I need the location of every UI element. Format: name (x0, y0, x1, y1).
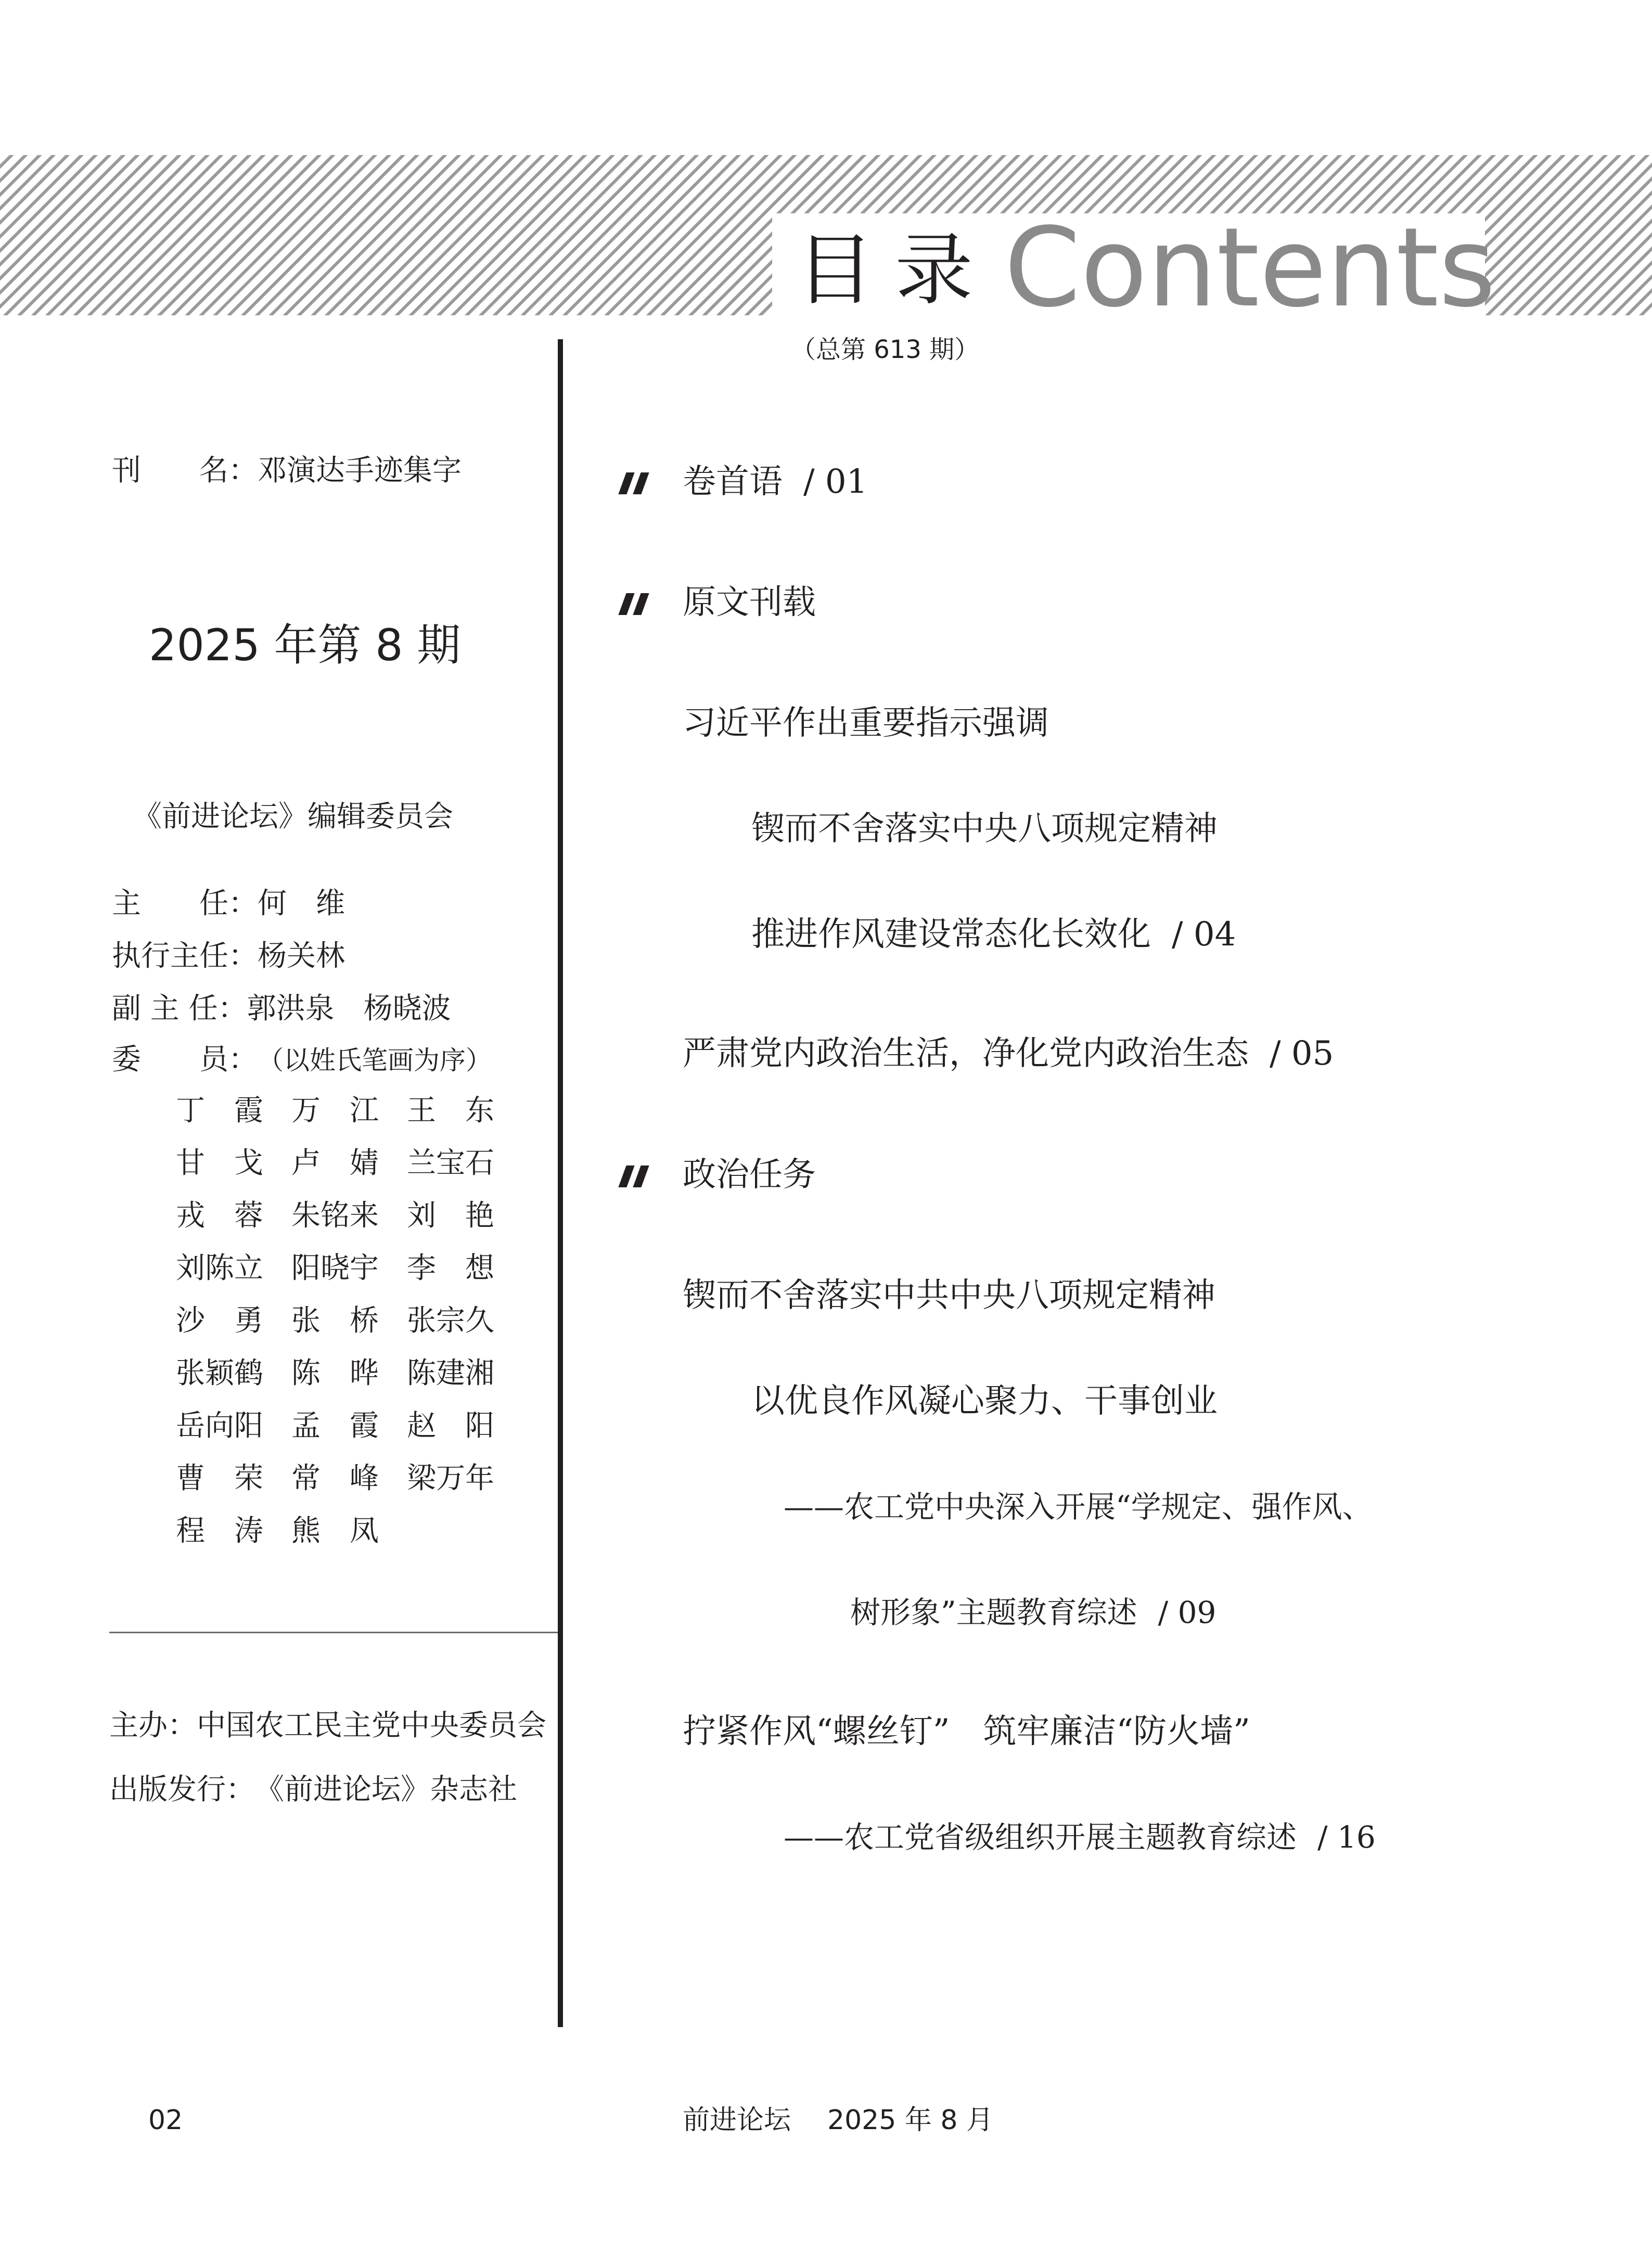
member-name: 熊 凤 (291, 1514, 379, 1548)
toc-item-s3-2-line2-text: ——农工党省级组织开展主题教育综述 (784, 1820, 1297, 1855)
member-name: 万 江 (291, 1094, 379, 1128)
deputy-value: 郭洪泉 杨晓波 (247, 992, 451, 1026)
sponsor-value: 中国农工民主党中央委员会 (197, 1709, 546, 1743)
footer-magazine-name: 前进论坛 (683, 2105, 791, 2136)
issue-total: （总第 613 期） (791, 335, 980, 364)
section-marker-icon (618, 1165, 650, 1187)
toc-item-s2-1-line1[interactable]: 习近平作出重要指示强调 (683, 704, 1049, 742)
toc-item-s3-1-line3[interactable]: ——农工党中央深入开展“学规定、强作风、 (784, 1489, 1373, 1524)
toc-item-s3-2-line1[interactable]: 拧紧作风“螺丝钉” 筑牢廉洁“防火墙” (683, 1712, 1250, 1751)
member-name: 朱铭来 (291, 1199, 379, 1233)
exec-director-label: 执行主任： (112, 939, 258, 973)
member-name: 阳晓宇 (291, 1251, 379, 1285)
member-name: 丁 霞 (176, 1094, 263, 1128)
exec-director-row (112, 938, 345, 975)
toc-item-s3-2-page: / 16 (1317, 1820, 1376, 1855)
members-label: 委 员： (112, 1043, 258, 1077)
director-row (112, 886, 345, 922)
toc-item-s2-2-page: / 05 (1270, 1034, 1334, 1073)
title-cn: 目录 (796, 225, 994, 316)
member-name: 李 想 (407, 1251, 494, 1285)
toc-item-s2-1-line3[interactable] (751, 914, 1236, 955)
left-divider (109, 1632, 560, 1633)
footer-date: 2025 年 8 月 (827, 2105, 994, 2136)
member-name: 王 东 (407, 1094, 494, 1128)
member-name: 张 桥 (291, 1304, 379, 1338)
deputy-label: 副 主 任： (112, 992, 247, 1026)
member-name: 卢 婧 (291, 1146, 379, 1180)
toc-section-1[interactable] (683, 461, 867, 503)
masthead-name-value: 邓演达手迹集字 (258, 454, 462, 488)
year-issue: 2025 年第 8 期 (149, 620, 461, 671)
director-value: 何 维 (258, 887, 345, 920)
members-grid (176, 1093, 522, 1549)
member-name: 赵 阳 (407, 1409, 494, 1443)
member-name: 刘 艳 (407, 1199, 494, 1233)
toc-item-s3-1-line4[interactable] (850, 1592, 1216, 1633)
toc-item-s3-1-line4-text: 树形象”主题教育综述 (850, 1595, 1137, 1630)
toc-item-s2-1-line3-text: 推进作风建设常态化长效化 (751, 915, 1151, 954)
sponsor-row (109, 1708, 546, 1744)
member-name: 陈建湘 (407, 1356, 494, 1390)
member-name: 岳向阳 (176, 1409, 263, 1443)
member-name: 曹 荣 (176, 1462, 263, 1495)
publisher-label: 出版发行： (109, 1773, 255, 1807)
member-name: 常 峰 (291, 1462, 379, 1495)
exec-director-value: 杨关林 (258, 939, 345, 973)
member-name: 孟 霞 (291, 1409, 379, 1443)
member-name: 兰宝石 (407, 1146, 494, 1180)
section-marker-icon (618, 472, 650, 494)
deputy-row (112, 991, 451, 1027)
member-name: 甘 戈 (176, 1146, 263, 1180)
toc-item-s2-2-text: 严肃党内政治生活，净化党内政治生态 (683, 1034, 1249, 1073)
committee-title: 《前进论坛》编辑委员会 (133, 800, 453, 834)
footer-magazine (683, 2104, 993, 2137)
toc-section-1-title: 卷首语 (683, 463, 783, 501)
publisher-value: 《前进论坛》杂志社 (255, 1773, 517, 1807)
toc-section-3-title: 政治任务 (683, 1156, 816, 1194)
footer-page-number: 02 (148, 2105, 183, 2136)
toc-item-s2-1-page: / 04 (1172, 915, 1236, 954)
masthead-name-label: 刊 名： (112, 454, 258, 488)
member-name: 陈 晔 (291, 1356, 379, 1390)
masthead-name (112, 453, 462, 489)
member-name: 梁万年 (407, 1462, 494, 1495)
members-note: （以姓氏笔画为序） (258, 1045, 492, 1075)
column-divider (558, 339, 563, 2027)
toc-item-s3-1-line2[interactable]: 以优良作风凝心聚力、干事创业 (751, 1382, 1218, 1420)
member-name: 程 涛 (176, 1514, 263, 1548)
title-en: Contents (1004, 204, 1496, 331)
publisher-row (109, 1772, 517, 1808)
sponsor-label: 主办： (109, 1709, 197, 1743)
director-label: 主 任： (112, 887, 258, 920)
member-name: 刘陈立 (176, 1251, 263, 1285)
toc-item-s3-2-line2[interactable] (784, 1816, 1376, 1858)
member-name: 戎 蓉 (176, 1199, 263, 1233)
members-row (112, 1042, 492, 1079)
member-name: 张宗久 (407, 1304, 494, 1338)
member-name: 张颖鹤 (176, 1356, 263, 1390)
toc-item-s2-2[interactable] (683, 1033, 1334, 1074)
section-marker-icon (618, 593, 650, 615)
toc-item-s3-1-line1[interactable]: 锲而不舍落实中共中央八项规定精神 (683, 1276, 1215, 1315)
toc-item-s3-1-page: / 09 (1158, 1595, 1216, 1630)
toc-section-2-title: 原文刊载 (683, 583, 816, 622)
toc-section-1-page: / 01 (803, 463, 868, 501)
member-name: 沙 勇 (176, 1304, 263, 1338)
toc-item-s2-1-line2[interactable]: 锲而不舍落实中央八项规定精神 (751, 810, 1218, 848)
